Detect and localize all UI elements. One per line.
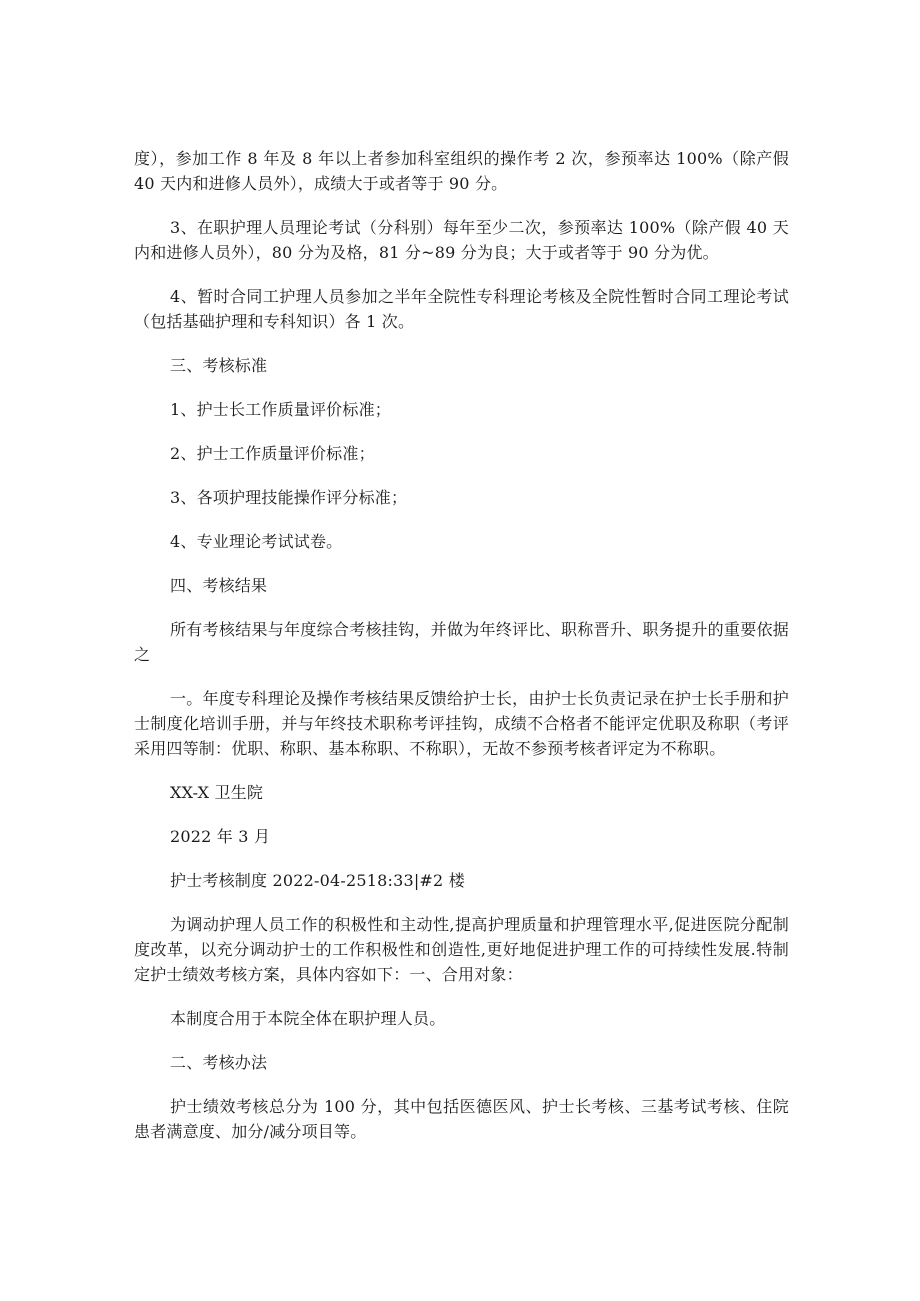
- paragraph-scoring: 护士绩效考核总分为 100 分，其中包括医德医风、护士长考核、三基考试考核、住院患者满意度、加分/减分项目等。: [134, 1097, 789, 1141]
- standard-item-2: 2、护士工作质量评价标准；: [170, 444, 375, 463]
- paragraph-purpose: 为调动护理人员工作的积极性和主动性,提高护理质量和护理管理水平,促进医院分配制度改革，以充分调动护士的工作积极性和创造性,更好地促进护理工作的可持续性发展.特制定护士绩效考核方案，具体内容如下：一、合用对象：: [134, 915, 789, 984]
- signature-date: 2022 年 3 月: [170, 827, 271, 846]
- section-heading-standards: 三、考核标准: [170, 356, 268, 375]
- post-header-line: 护士考核制度 2022-04-2518:33|#2 楼: [170, 871, 465, 890]
- paragraph-results-basis: 所有考核结果与年度综合考核挂钩，并做为年终评比、职称晋升、职务提升的重要依据之: [134, 620, 789, 664]
- paragraph-results-feedback: 一。年度专科理论及操作考核结果反馈给护士长，由护士长负责记录在护士长手册和护士制度化培训手册，并与年终技术职称考评挂钩，成绩不合格者不能评定优职及称职（考评采用四等制：优职、称职、基本称职、不称职），无故不参预考核者评定为不称职。: [134, 689, 789, 758]
- section-heading-results: 四、考核结果: [170, 576, 268, 595]
- paragraph-item-4-contract-staff: 4、暂时合同工护理人员参加之半年全院性专科理论考核及全院性暂时合同工理论考试（包括基础护理和专科知识）各 1 次。: [134, 287, 789, 331]
- standard-item-4: 4、专业理论考试试卷。: [170, 532, 343, 551]
- paragraph-scope: 本制度合用于本院全体在职护理人员。: [170, 1009, 446, 1028]
- document-body: [134, 146, 789, 1163]
- standard-item-1: 1、护士长工作质量评价标准；: [170, 400, 391, 419]
- paragraph-item-3-theory-exam: 3、在职护理人员理论考试（分科别）每年至少二次，参预率达 100%（除产假 40 天内和进修人员外），80 分为及格，81 分~89 分为良；大于或者等于 90 分为优。: [134, 218, 789, 262]
- paragraph-continuation: 度），参加工作 8 年及 8 年以上者参加科室组织的操作考 2 次，参预率达 100%（除产假 40 天内和进修人员外），成绩大于或者等于 90 分。: [134, 149, 789, 193]
- signature-organization: XX-X 卫生院: [170, 783, 264, 802]
- standard-item-3: 3、各项护理技能操作评分标准；: [170, 488, 408, 507]
- section-heading-methods: 二、考核办法: [170, 1053, 268, 1072]
